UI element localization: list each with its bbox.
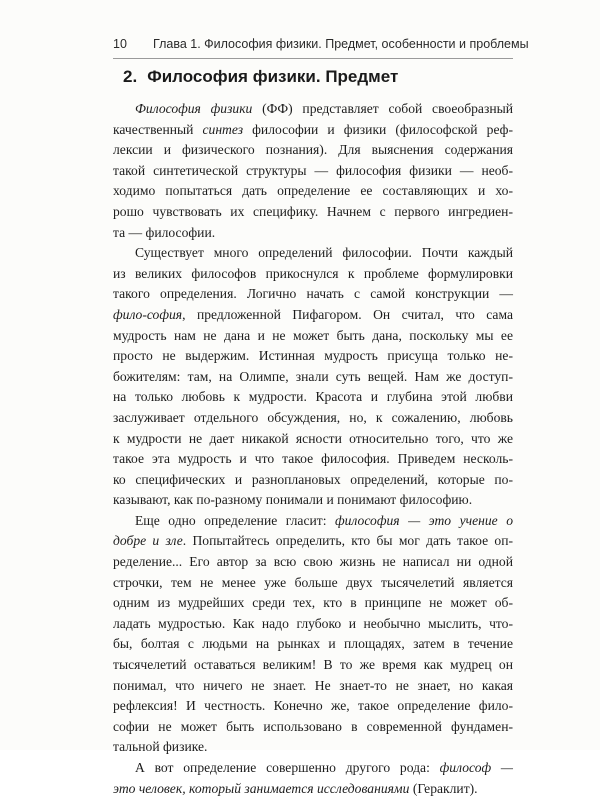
text-run: ко специфических и разноплановых определений, которые по- bbox=[113, 471, 513, 487]
italic-text: фило-софия bbox=[113, 306, 183, 322]
text-run: к мудрости не дает никакой ясности относительно того, что же bbox=[113, 430, 513, 446]
text-line bbox=[113, 305, 513, 326]
text-line bbox=[113, 696, 513, 717]
text-run: казывают, как по-разному понимали и понимают философию. bbox=[113, 492, 473, 508]
text-line bbox=[113, 470, 513, 491]
text-line bbox=[113, 181, 513, 202]
paragraph bbox=[113, 243, 513, 511]
italic-text: добре и зле bbox=[113, 533, 183, 549]
text-run: рошо чувствовать их специфику. Начнем с первого ингредиен- bbox=[113, 203, 513, 219]
text-run: такое эта мудрость и что такое философия. Приведем несколь- bbox=[113, 451, 513, 467]
text-line bbox=[113, 655, 513, 676]
text-run: божителям: там, на Олимпе, знали суть вещей. Нам же доступ- bbox=[113, 368, 513, 384]
text-line bbox=[113, 531, 513, 552]
text-run: . Попытайтесь определить, кто бы мог дать такое оп- bbox=[182, 533, 514, 549]
text-run: рефлексия! И честность. Конечно же, такое определение фило- bbox=[113, 698, 513, 714]
text-line bbox=[113, 223, 513, 244]
text-run: тальной физике. bbox=[113, 739, 208, 755]
text-run: ходимо попытаться дать определение ее составляющих и хо- bbox=[113, 183, 513, 199]
text-run: Еще одно определение гласит: bbox=[135, 512, 335, 528]
italic-text: философия — это учение о bbox=[334, 512, 513, 528]
text-run: из великих философов прикоснулся к проблеме формулировки bbox=[113, 265, 513, 281]
paragraph bbox=[113, 99, 513, 243]
text-line bbox=[113, 758, 513, 779]
text-run: А вот определение совершенно другого рода: bbox=[135, 760, 440, 775]
text-run: , предложенной Пифагором. Он считал, что сама bbox=[182, 306, 513, 322]
text-run: ладать мудростью. Как надо глубоко и необычно мыслить, что- bbox=[113, 615, 513, 631]
text-line bbox=[113, 511, 513, 532]
text-line bbox=[113, 490, 513, 511]
text-line bbox=[113, 243, 513, 264]
paragraph bbox=[113, 758, 513, 799]
paragraph bbox=[113, 511, 513, 758]
section-title: Философия физики. Предмет bbox=[147, 67, 399, 86]
text-run: софии не может быть использовано в современной фундамен- bbox=[113, 718, 513, 734]
text-run: (ФФ) представляет собой своеобразный bbox=[252, 101, 513, 116]
text-run: одним из мудрейших среди тех, кто в принципе не может об- bbox=[113, 595, 513, 611]
section-number: 2. bbox=[123, 67, 138, 86]
text-run: такого определения. Логично начать с самой конструкции — bbox=[113, 286, 513, 302]
text-line bbox=[113, 614, 513, 635]
text-line bbox=[113, 387, 513, 408]
text-run: мудрость нам не дана и не может быть дана, поскольку мы ее bbox=[113, 327, 513, 343]
text-run: на только любовь к мудрости. Красота и глубина этой любви bbox=[113, 389, 513, 405]
text-line bbox=[113, 593, 513, 614]
text-run: (Гераклит). bbox=[409, 780, 478, 796]
text-run: заслуживает отдельного обсуждения, но, к сожалению, любовь bbox=[113, 409, 513, 425]
text-line bbox=[113, 737, 513, 758]
text-line bbox=[113, 202, 513, 223]
italic-text: философ — bbox=[439, 760, 514, 775]
text-line bbox=[113, 120, 513, 141]
page-number: 10 bbox=[113, 37, 127, 51]
text-line bbox=[113, 140, 513, 161]
text-line bbox=[113, 264, 513, 285]
text-line bbox=[113, 676, 513, 697]
italic-text: Философия физики bbox=[135, 101, 253, 116]
text-run: философии и физики (философской реф- bbox=[243, 121, 513, 137]
header-rule bbox=[113, 58, 513, 59]
text-run: тысячелетий оставаться великим! В то же время как мудрец он bbox=[113, 657, 513, 673]
text-run: бы, болтая с людьми на рынках и площадях, затем в течение bbox=[113, 636, 513, 652]
text-line bbox=[113, 552, 513, 573]
text-line bbox=[113, 429, 513, 450]
text-line bbox=[113, 367, 513, 388]
italic-text: это человек, который занимается исследованиями bbox=[113, 780, 410, 796]
text-line bbox=[113, 779, 513, 799]
section-heading bbox=[113, 67, 513, 87]
text-run: та — философии. bbox=[113, 224, 216, 240]
text-line bbox=[113, 717, 513, 738]
text-line bbox=[113, 284, 513, 305]
text-run: понимал, что ничего не знает. Не знает-то не знает, но какая bbox=[113, 677, 513, 693]
text-line bbox=[113, 449, 513, 470]
text-line bbox=[113, 634, 513, 655]
text-line bbox=[113, 99, 513, 120]
body-text bbox=[113, 99, 513, 799]
text-run: строчки, тем не менее уже больше двух тысячелетий является bbox=[113, 574, 513, 590]
text-line bbox=[113, 408, 513, 429]
text-run: Существует много определений философии. Почти каждый bbox=[135, 245, 513, 261]
text-line bbox=[113, 346, 513, 367]
text-run: качественный bbox=[113, 121, 203, 137]
text-run: такой синтетической структуры — философия физики — необ- bbox=[113, 162, 513, 178]
text-line bbox=[113, 573, 513, 594]
text-run: ределение... Его автор за всю свою жизнь не написал ни одной bbox=[113, 554, 513, 570]
text-line bbox=[113, 161, 513, 182]
italic-text: синтез bbox=[202, 121, 244, 137]
text-line bbox=[113, 326, 513, 347]
running-header bbox=[113, 37, 529, 51]
text-run: лексии и физического познания). Для выяснения содержания bbox=[113, 142, 513, 158]
chapter-title: Глава 1. Философия физики. Предмет, особенности и проблемы bbox=[153, 37, 529, 51]
text-run: просто не выдержим. Истинная мудрость присуща только не- bbox=[113, 348, 513, 364]
